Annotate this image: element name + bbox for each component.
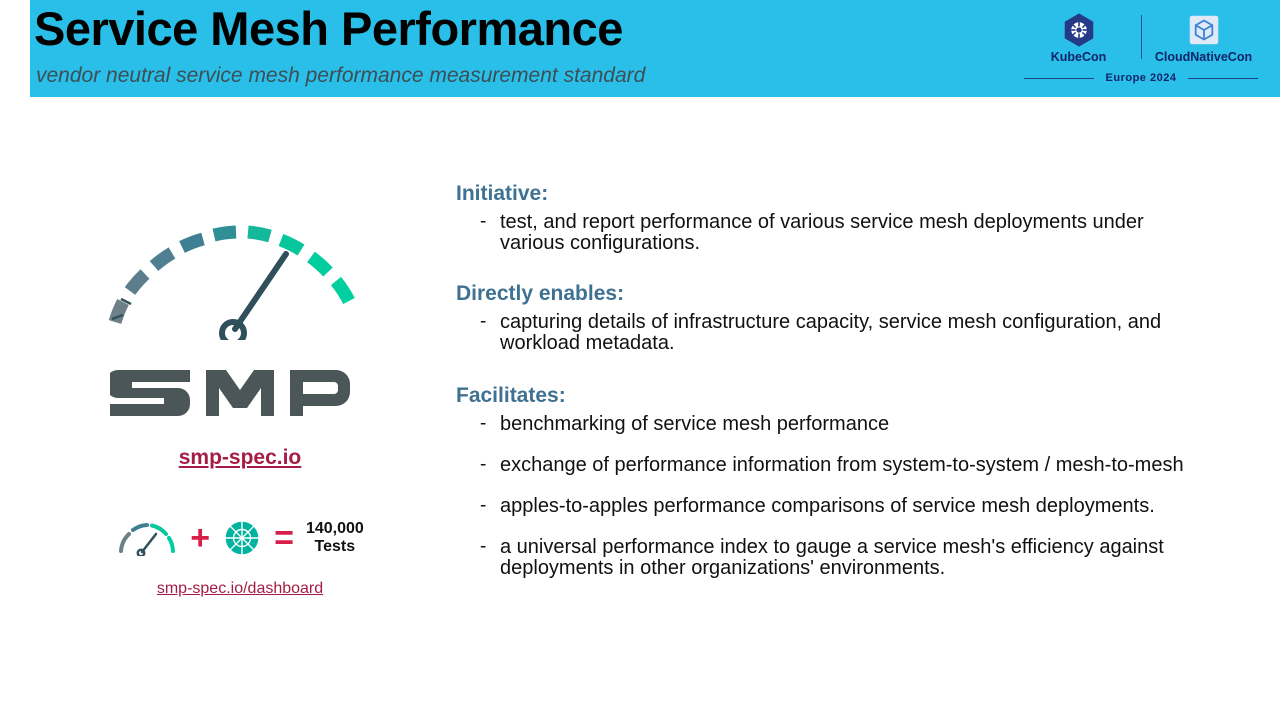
section-facilitates bbox=[456, 384, 1246, 579]
smp-dashboard-link[interactable]: smp-spec.io/dashboard bbox=[156, 580, 324, 597]
kubecon-cloudnativecon-logo bbox=[1016, 6, 1266, 92]
cloudnative-cube-icon bbox=[1185, 11, 1223, 49]
list-item bbox=[456, 212, 1246, 254]
section-directly-enables bbox=[456, 282, 1246, 354]
left-panel bbox=[40, 170, 440, 598]
kubernetes-helm-icon bbox=[1060, 11, 1098, 49]
bullet-text: benchmarking of service mesh performance bbox=[500, 413, 890, 435]
list-item bbox=[456, 455, 1246, 476]
header-left-strip bbox=[0, 0, 30, 97]
smp-wordmark bbox=[40, 356, 440, 426]
plus-sign: + bbox=[190, 519, 211, 557]
logo-divider bbox=[1141, 15, 1142, 59]
cloudnativecon-logo-block bbox=[1146, 11, 1262, 64]
cloudnativecon-label: CloudNativeCon bbox=[1154, 49, 1253, 64]
page-subtitle: vendor neutral service mesh performance measurement standard bbox=[36, 64, 646, 87]
tests-count-block bbox=[306, 520, 364, 557]
smp-logo-icon bbox=[110, 356, 370, 420]
smp-gauge-illustration bbox=[90, 170, 390, 340]
bullet-dash: - bbox=[480, 495, 487, 516]
section-title: Facilitates: bbox=[456, 384, 566, 407]
bullet-dash: - bbox=[480, 211, 487, 232]
meshery-flower-icon bbox=[222, 518, 262, 558]
bullet-text: exchange of performance information from system-to-system / mesh-to-mesh bbox=[500, 454, 1184, 476]
kubecon-logo-block bbox=[1021, 11, 1137, 64]
section-title: Initiative: bbox=[456, 182, 549, 205]
list-item bbox=[456, 496, 1246, 517]
slide-header bbox=[0, 0, 1280, 97]
page-title: Service Mesh Performance bbox=[34, 2, 623, 55]
conference-edition: Europe 2024 bbox=[1105, 72, 1177, 84]
list-item bbox=[456, 414, 1246, 435]
kubecon-label: KubeCon bbox=[1050, 49, 1107, 64]
bullet-dash: - bbox=[480, 311, 487, 332]
bullet-dash: - bbox=[480, 413, 487, 434]
list-item bbox=[456, 537, 1246, 579]
content-panel bbox=[456, 182, 1246, 599]
gauge-icon bbox=[90, 170, 390, 340]
bullet-text: test, and report performance of various service mesh deployments under various configurations. bbox=[500, 211, 1144, 254]
bullet-text: a universal performance index to gauge a service mesh's efficiency against deployments in other organizations' environments. bbox=[500, 536, 1164, 579]
tests-count-value: 140,000 bbox=[305, 519, 364, 537]
equals-sign: = bbox=[274, 519, 294, 557]
smp-spec-link[interactable]: smp-spec.io bbox=[178, 446, 302, 469]
bullet-dash: - bbox=[480, 536, 487, 557]
bullet-text: apples-to-apples performance comparisons of service mesh deployments. bbox=[500, 495, 1155, 517]
tests-equation bbox=[40, 518, 440, 558]
bullet-dash: - bbox=[480, 454, 487, 475]
section-initiative bbox=[456, 182, 1246, 254]
mini-gauge-icon bbox=[116, 520, 178, 556]
list-item bbox=[456, 312, 1246, 354]
tests-count-label: Tests bbox=[314, 538, 356, 555]
section-title: Directly enables: bbox=[456, 282, 625, 305]
bullet-text: capturing details of infrastructure capacity, service mesh configuration, and workload metadata. bbox=[500, 311, 1162, 354]
